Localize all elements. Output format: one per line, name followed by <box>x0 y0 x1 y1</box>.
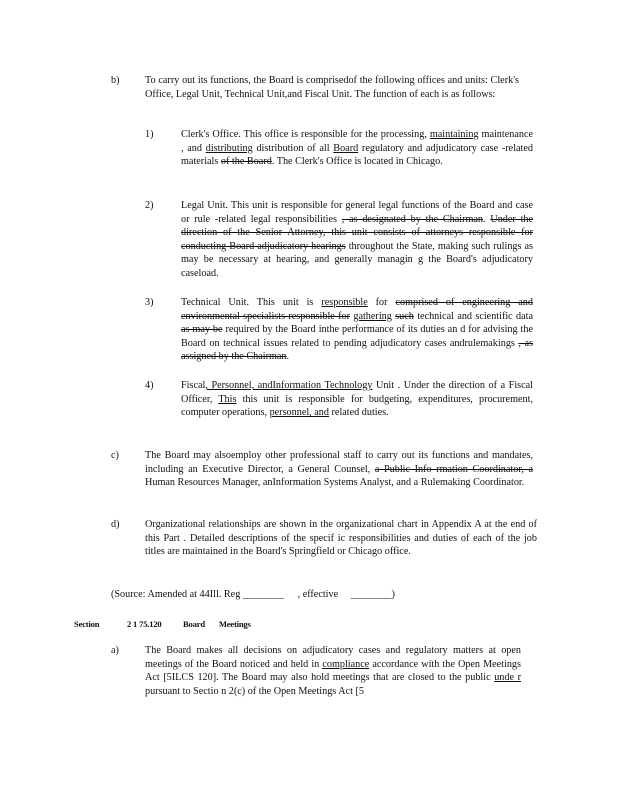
paragraph-d-text: Organizational relationships are shown in the organizational chart in Appendix A at the end of this Part . Detailed descriptions of the specif ic responsibilities and duties of each of the job titles are maintained in the Board's Springfield or Chicago office. <box>145 519 537 558</box>
item-2-label: 2) <box>145 200 154 211</box>
deleted-text: a Public Info rmation Coordinator, a <box>374 463 534 475</box>
deleted-text: , as designated by the Chairman <box>341 213 484 225</box>
inserted-text: unde r <box>494 672 521 684</box>
text-segment: The Board makes all decisions on adjudicatory cases and regulatory matters at open meetings of the Board noticed and held in <box>145 645 521 670</box>
section-word: Section <box>74 619 100 629</box>
source-prefix: (Source: Amended at 44Ill. Reg <box>111 589 241 600</box>
text-segment: Human Resources Manager, anInformation Systems Analyst, and a Rulemaking Coordinator. <box>145 477 525 489</box>
item-1-label: 1) <box>145 129 154 140</box>
source-suffix: ) <box>391 589 395 600</box>
item-3-text <box>181 296 533 364</box>
text-segment: maintenance , and <box>181 129 533 154</box>
paragraph-d-label: d) <box>111 519 120 530</box>
paragraph-a-text <box>145 644 521 698</box>
inserted-text: , Personnel, andInformation Technology <box>205 380 373 391</box>
paragraph-c-text <box>145 449 533 490</box>
text-segment: this unit is responsible for budgeting, expenditures, procurement, computer operations, <box>181 393 533 419</box>
text-segment: related duties. <box>328 407 389 419</box>
inserted-text: compliance <box>322 658 370 670</box>
source-blank-2: ________ <box>350 589 392 600</box>
text-segment: . <box>286 351 290 363</box>
text-segment: throughout the State, making such rulings as may be necessary at hearing, and generally managin g the Board's adjudicatory caseload. <box>181 240 533 279</box>
inserted-text: responsible <box>321 297 368 308</box>
text-segment: technical and scientific data <box>413 310 534 322</box>
deleted-text: Under the direction of the Senior Attorney, this unit consists of attorneys responsible for conducting Board adjudicatory hearings <box>181 213 534 252</box>
paragraph-b-sentence: To carry out its functions, the Board is comprisedof the following offices and units: Clerk's Office, Legal Unit, Technical Unit,and Fiscal Unit. The function of each is as follows: <box>145 75 519 100</box>
text-segment: regulatory and adjudicatory case -related materials <box>181 142 533 168</box>
inserted-text: This <box>218 393 237 405</box>
text-segment: Clerk's Office. This office is responsible for the processing, <box>181 129 430 140</box>
paragraph-b-label: b) <box>111 75 120 86</box>
deleted-text: , as assigned by the Chairman <box>181 337 533 363</box>
section-title: Board Meetings <box>183 619 251 629</box>
text-segment: required by the Board inthe performance of its duties an d for advising the Board on technical issues related to pending adjudicatory cases andrulemakings <box>181 324 533 349</box>
inserted-text: distributing <box>205 142 253 154</box>
source-blank-1: ________ <box>242 589 284 600</box>
text-segment: Unit . Under the direction of a Fiscal Officer, <box>181 380 533 405</box>
deleted-text: such <box>395 310 414 322</box>
inserted-text: personnel, and <box>269 407 329 419</box>
text-segment: distribution of all <box>252 142 334 154</box>
paragraph-a-label: a) <box>111 645 119 656</box>
deleted-text: as may be <box>181 324 223 336</box>
deleted-text: comprised of engineering and environmental specialists responsible for <box>181 297 533 322</box>
source-middle: , effective <box>297 589 339 600</box>
inserted-text: maintaining <box>429 129 479 140</box>
text-segment: Fiscal <box>181 380 206 391</box>
paragraph-c-label: c) <box>111 450 119 461</box>
inserted-text: gathering <box>353 310 392 322</box>
text-segment: . <box>483 213 491 225</box>
item-2-text <box>181 199 533 281</box>
inserted-text: Board <box>333 142 359 154</box>
deleted-text: of the Board <box>220 156 272 168</box>
source-note <box>111 588 395 602</box>
item-4-label: 4) <box>145 380 154 391</box>
item-1-text <box>181 128 533 169</box>
paragraph-b-text <box>145 74 519 101</box>
text-segment: accordance with the Open Meetings Act [5ILCS 120]. The Board may also hold meetings that are closed to the public <box>145 658 521 684</box>
text-segment: The Board may alsoemploy other professional staff to carry out its functions and mandates, including an Executive Director, a General Counsel, <box>145 450 533 475</box>
text-segment: Technical Unit. This unit is <box>181 297 322 308</box>
section-number: 2 1 75.120 <box>127 619 162 629</box>
item-4-text <box>181 379 533 420</box>
text-segment: Legal Unit. This unit is responsible for general legal functions of the Board and case or rule -related legal responsibilities <box>181 200 533 225</box>
text-segment: pursuant to Sectio n 2(c) of the Open Meetings Act [5 <box>145 685 364 697</box>
text-segment: for <box>367 297 396 308</box>
item-3-label: 3) <box>145 297 154 308</box>
text-segment: . The Clerk's Office is located in Chicago. <box>271 156 443 168</box>
